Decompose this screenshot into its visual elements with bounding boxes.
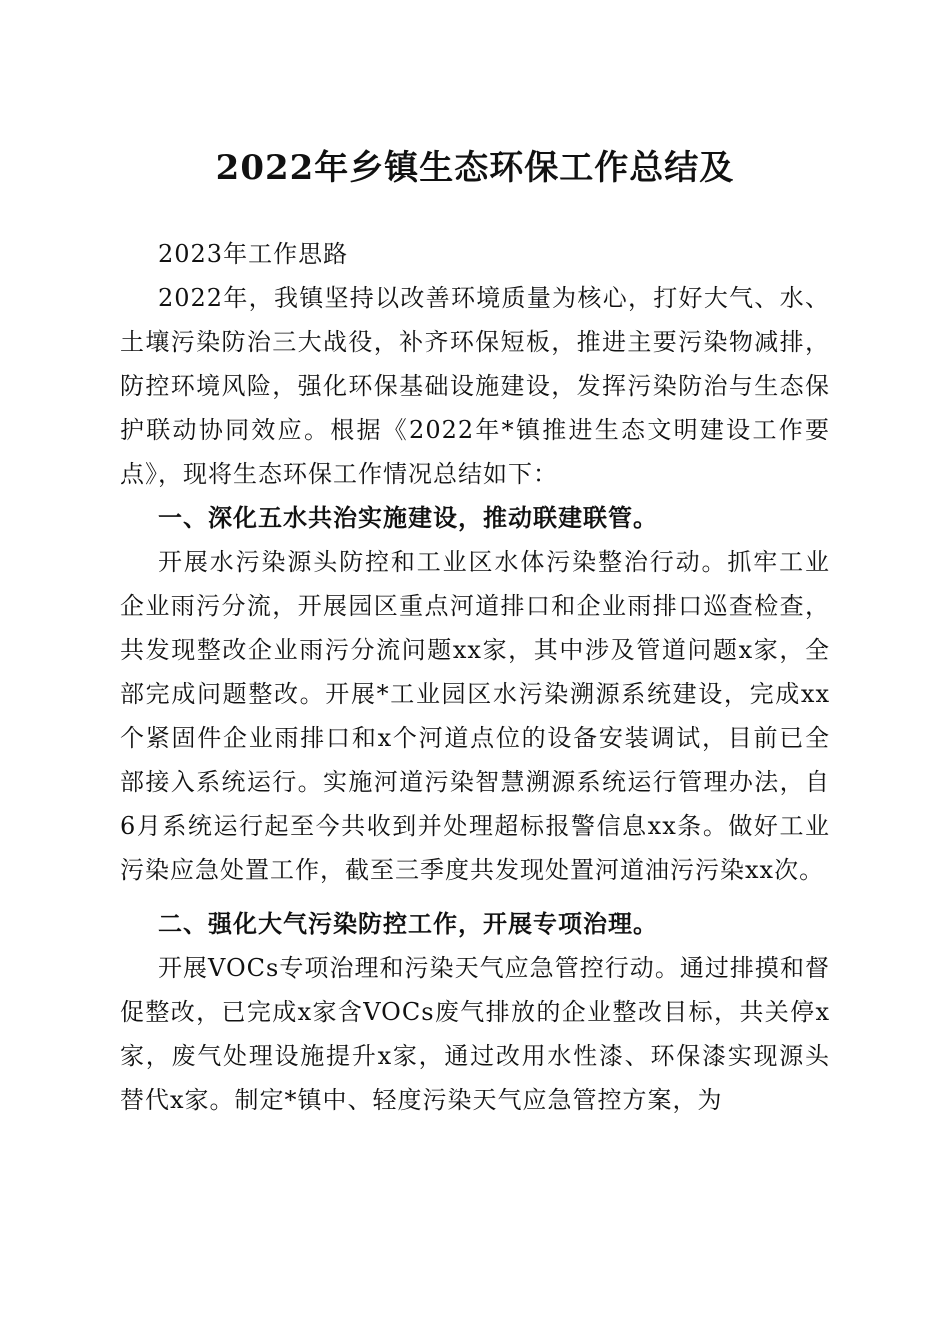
section-gap	[120, 892, 830, 902]
document-title: 2022年乡镇生态环保工作总结及	[215, 148, 735, 188]
section-body-2: 开展VOCs专项治理和污染天气应急管控行动。通过排摸和督促整改，已完成x家含VOCs废气排放的企业整改目标，共关停x家，废气处理设施提升x家，通过改用水性漆、环保漆实现源头替代x家。制定*镇中、轻度污染天气应急管控方案，为	[120, 954, 830, 1114]
section-heading-1: 一、深化五水共治实施建设，推动联建联管。	[158, 504, 658, 532]
document-subtitle: 2023年工作思路	[158, 240, 349, 268]
section-heading-2: 二、强化大气污染防控工作，开展专项治理。	[158, 910, 658, 938]
section-body-1: 开展水污染源头防控和工业区水体污染整治行动。抓牢工业企业雨污分流，开展园区重点河道排口和企业雨排口巡查检查，共发现整改企业雨污分流问题xx家，其中涉及管道问题x家，全部完成问题整改。开展*工业园区水污染溯源系统建设，完成xx个紧固件企业雨排口和x个河道点位的设备安装调试，目前已全部接入系统运行。实施河道污染智慧溯源系统运行管理办法，自6月系统运行起至今共收到并处理超标报警信息xx条。做好工业污染应急处置工作，截至三季度共发现处置河道油污污染xx次。	[120, 548, 830, 884]
document-content	[120, 232, 830, 1122]
intro-paragraph: 2022年，我镇坚持以改善环境质量为核心，打好大气、水、土壤污染防治三大战役，补齐环保短板，推进主要污染物减排，防控环境风险，强化环保基础设施建设，发挥污染防治与生态保护联动协同效应。根据《2022年*镇推进生态文明建设工作要点》，现将生态环保工作情况总结如下：	[120, 284, 830, 488]
